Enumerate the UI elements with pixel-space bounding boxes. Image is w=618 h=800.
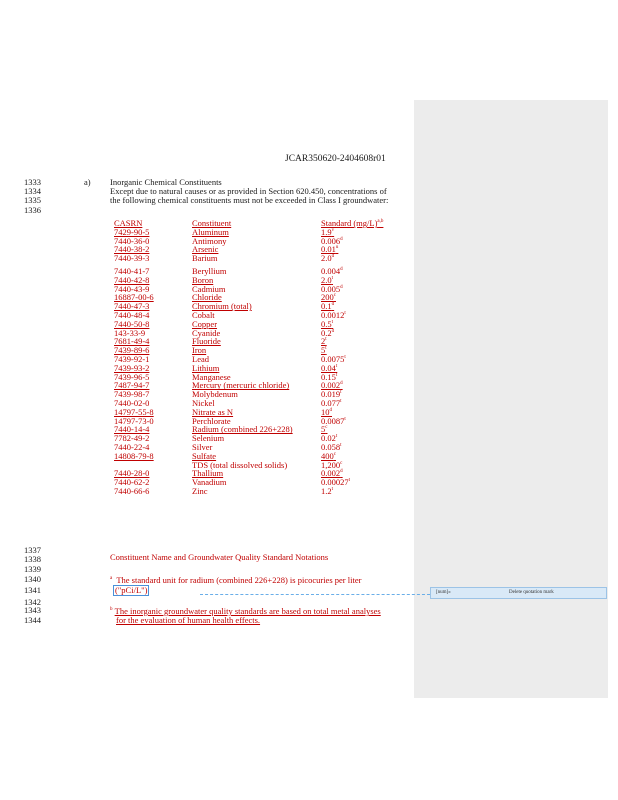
constituent-cell: Silver — [192, 441, 213, 452]
section-title: Inorganic Chemical Constituents — [110, 177, 222, 187]
standard-value: 400 — [321, 450, 334, 461]
standard-cell — [321, 329, 383, 338]
constituent-cell: Nickel — [192, 397, 215, 408]
line-number: 1335 — [24, 195, 41, 205]
document-id: JCAR350620-2404608r01 — [285, 154, 386, 164]
casrn-cell: 7440-38-2 — [114, 244, 150, 255]
constituent-cell: Cyanide — [192, 327, 221, 338]
casrn-cell: 7439-96-5 — [114, 371, 150, 382]
standard-footnote: t — [335, 363, 338, 369]
note-a-continuation[interactable] — [113, 585, 149, 596]
standard-value: 0.077 — [321, 397, 341, 408]
note-a-marker: a — [110, 576, 113, 581]
line-number: 1337 — [24, 545, 41, 555]
casrn-cell: 7440-14-4 — [114, 424, 150, 435]
constituent-cell: Beryllium — [192, 265, 227, 276]
constituent-cell: Lithium — [192, 362, 220, 373]
standard-footnote: t — [340, 442, 342, 448]
standard-footnote: t — [331, 319, 334, 325]
section-intro-line1: Except due to natural causes or as provided in Section 620.450, concentrations of — [110, 186, 387, 196]
standard-value: 0.002 — [321, 468, 341, 479]
line-number: 1344 — [24, 615, 41, 625]
note-b-marker: b — [110, 607, 113, 612]
constituent-cell: Iron — [192, 345, 207, 356]
line-number: 1343 — [24, 605, 41, 615]
standard-value: 0.0075 — [321, 353, 345, 364]
standard-value: 5 — [321, 424, 326, 435]
standard-footnote: d — [340, 381, 343, 387]
casrn-cell: 7439-93-2 — [114, 362, 150, 373]
casrn-cell: 16887-00-6 — [114, 292, 154, 303]
casrn-cell: 7440-41-7 — [114, 265, 150, 276]
standard-footnote: t — [348, 478, 351, 484]
constituent-header: Constituent — [192, 218, 232, 228]
standard-column — [321, 219, 383, 496]
constituent-cell: Nitrate as N — [192, 406, 234, 417]
standard-cell — [321, 254, 383, 263]
standard-value: 0.02 — [321, 433, 336, 444]
comment-balloon[interactable] — [430, 587, 607, 599]
casrn-cell: 7439-89-6 — [114, 345, 150, 356]
constituent-cell: Lead — [192, 353, 209, 364]
standard-footnote: c — [340, 460, 343, 466]
standard-cell — [321, 337, 383, 346]
comment-text: Delete quotation mark — [509, 590, 554, 595]
constituent-cell: Arsenic — [192, 244, 219, 255]
standard-footnote: d — [331, 254, 335, 260]
casrn-cell: 7440-50-8 — [114, 318, 150, 329]
line-number: 1340 — [24, 574, 41, 584]
constituent-cell: Chromium (total) — [192, 301, 252, 312]
line-number: 1339 — [24, 564, 41, 574]
line-number: 1342 — [24, 597, 41, 607]
constituent-cell: Cobalt — [192, 309, 215, 320]
casrn-cell: 7439-98-7 — [114, 389, 150, 400]
line-number: 1336 — [24, 205, 41, 215]
standard-value: 0.006 — [321, 235, 341, 246]
standard-footnote: t — [331, 486, 334, 492]
casrn-cell: 14797-55-8 — [114, 406, 154, 417]
constituent-cell: Manganese — [192, 371, 231, 382]
standard-value: 0.005 — [321, 283, 341, 294]
standard-value: 0.1 — [321, 301, 332, 312]
standard-footnote: d — [340, 266, 343, 272]
casrn-cell: 7440-36-0 — [114, 235, 150, 246]
standard-value: 0.019 — [321, 389, 341, 400]
section-intro-line2: the following chemical constituents must not be exceeded in Class I groundwater: — [110, 195, 389, 205]
note-a-continuation-text: ("pCi/L") — [115, 585, 148, 595]
standard-cell — [321, 487, 383, 496]
note-a — [110, 576, 361, 585]
standard-header-label: Standard (mg/L) — [321, 218, 378, 228]
casrn-cell: 7487-94-7 — [114, 380, 150, 391]
standard-value: 2 — [321, 336, 326, 347]
note-b-line1: The inorganic groundwater quality standards are based on total metal analyses — [114, 606, 381, 616]
standard-header-sup: a,b — [377, 219, 384, 224]
constituent-cell: Molybdenum — [192, 389, 238, 400]
constituent-cell: Zinc — [192, 485, 208, 496]
constituent-cell: Copper — [192, 318, 218, 329]
standard-footnote: t — [325, 346, 327, 352]
casrn-cell: 7440-47-3 — [114, 301, 150, 312]
constituent-cell: Cadmium — [192, 283, 226, 294]
constituent-cell: Fluoride — [192, 336, 221, 347]
line-number: 1338 — [24, 554, 41, 564]
line-number: 1341 — [24, 585, 41, 595]
standard-value: 0.004 — [321, 265, 341, 276]
constituent-cell: Barium — [192, 253, 218, 264]
standard-cell — [321, 399, 383, 408]
standard-value: 0.15 — [321, 371, 336, 382]
standard-value: 5 — [321, 345, 326, 356]
standard-value: 0.04 — [321, 362, 336, 373]
casrn-cell: 7681-49-4 — [114, 336, 150, 347]
constituent-cell: Antimony — [192, 235, 227, 246]
notations-heading: Constituent Name and Groundwater Quality Standard Notations — [110, 552, 329, 562]
casrn-column — [114, 219, 154, 496]
casrn-cell: 143-33-9 — [114, 327, 146, 338]
casrn-cell: 7440-02-0 — [114, 397, 150, 408]
standard-footnote: v — [331, 227, 335, 233]
standard-value: 0.0087 — [321, 415, 345, 426]
line-number: 1333 — [24, 177, 41, 187]
note-b-line2: for the evaluation of human health effects. — [116, 615, 261, 625]
casrn-cell: 7440-39-3 — [114, 253, 150, 264]
constituent-cell: Mercury (mercuric chloride) — [192, 380, 290, 391]
standard-footnote: t — [331, 275, 334, 281]
standard-footnote: d — [340, 284, 343, 290]
standard-value: 0.5 — [321, 318, 332, 329]
casrn-cell: 7440-22-4 — [114, 441, 150, 452]
casrn-cell: 7440-48-4 — [114, 309, 150, 320]
casrn-cell: 7440-42-8 — [114, 274, 150, 285]
standard-value: 0.002 — [321, 380, 341, 391]
standard-value: 1.2 — [321, 485, 332, 496]
casrn-cell: 7782-49-2 — [114, 433, 150, 444]
standard-footnote: u — [335, 245, 339, 251]
constituent-cell: TDS (total dissolved solids) — [192, 459, 288, 470]
constituent-cell: Boron — [192, 274, 214, 285]
standard-value: 0.058 — [321, 441, 341, 452]
standard-value: 1.9 — [321, 226, 332, 237]
standard-footnote: t — [340, 398, 342, 404]
line-number: 1334 — [24, 186, 41, 196]
standard-footnote: c — [325, 425, 328, 431]
standard-value: 0.0012 — [321, 309, 345, 320]
casrn-cell: 7440-66-6 — [114, 485, 150, 496]
constituent-cell: Selenium — [192, 433, 225, 444]
casrn-cell: 7439-92-1 — [114, 353, 150, 364]
comment-margin-pane — [414, 100, 608, 698]
casrn-cell: 14808-79-8 — [114, 450, 154, 461]
standard-footnote: t — [344, 416, 346, 422]
standard-footnote: t — [344, 354, 346, 360]
standard-cell — [321, 417, 383, 426]
standard-footnote: t — [335, 434, 338, 440]
standard-footnote: d — [331, 328, 335, 334]
constituent-cell: Radium (combined 226+228) — [192, 424, 293, 435]
constituent-cell: Thallium — [192, 468, 224, 479]
standard-value: 1,200 — [321, 459, 341, 470]
constituent-column — [192, 219, 293, 496]
standard-value: 2.0 — [321, 253, 332, 264]
constituent-cell: Aluminum — [192, 226, 229, 237]
standard-value: 0.2 — [321, 327, 332, 338]
standard-footnote: d — [340, 469, 343, 475]
casrn-cell: 7440-28-0 — [114, 468, 150, 479]
comment-author-tag: [num]» — [436, 590, 451, 595]
constituent-cell: Perchlorate — [192, 415, 231, 426]
standard-value: 200 — [321, 292, 334, 303]
standard-footnote: t — [335, 372, 338, 378]
standard-footnote: d — [331, 302, 335, 308]
standard-footnote: c — [333, 293, 336, 299]
standard-value: 2.0 — [321, 274, 332, 285]
comment-connector-line — [200, 594, 430, 595]
casrn-cell: 7429-90-5 — [114, 226, 150, 237]
standard-value: 0.00027 — [321, 477, 349, 488]
casrn-cell: 14797-73-0 — [114, 415, 154, 426]
casrn-cell: 7440-62-2 — [114, 477, 150, 488]
standard-footnote: c — [333, 451, 336, 457]
casrn-header: CASRN — [114, 218, 143, 228]
casrn-cell: 7440-43-9 — [114, 283, 150, 294]
standard-value: 10 — [321, 406, 330, 417]
section-label: a) — [84, 177, 91, 187]
constituent-cell: Vanadium — [192, 477, 227, 488]
standard-value: 0.01 — [321, 244, 336, 255]
constituent-cell: Chloride — [192, 292, 222, 303]
standard-footnote: t — [344, 310, 346, 316]
constituent-cell: Sulfate — [192, 450, 217, 461]
note-a-text: The standard unit for radium (combined 226+228) is picocuries per liter — [116, 575, 362, 585]
standard-footnote: t — [340, 390, 342, 396]
standard-footnote: t — [325, 337, 327, 343]
standard-footnote: d — [340, 236, 343, 242]
standard-footnote: d — [329, 407, 332, 413]
